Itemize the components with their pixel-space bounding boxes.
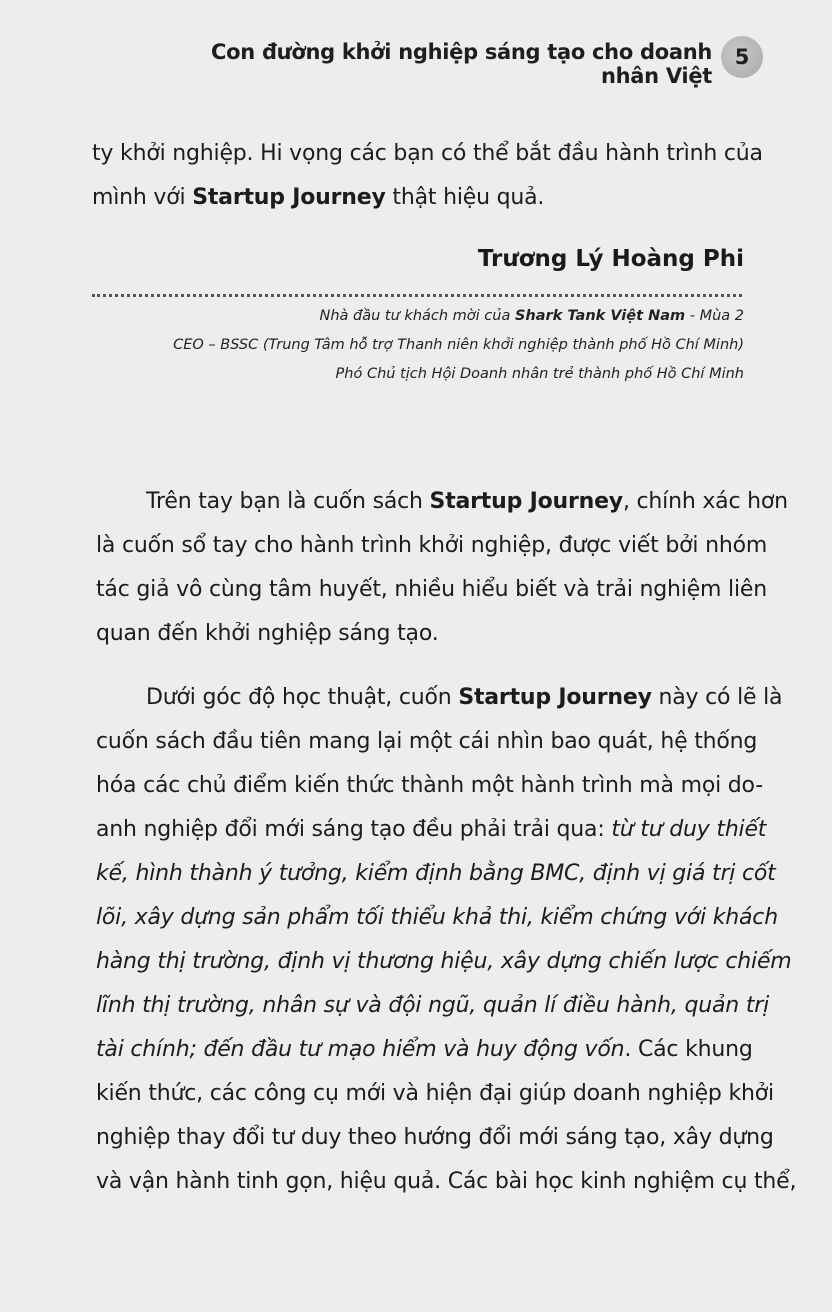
p2-line-12: và vận hành tinh gọn, hiệu quả. Các bài học kinh nghiệm cụ thể,: [96, 1169, 797, 1194]
p2-line-10: kiến thức, các công cụ mới và hiện đại giúp doanh nghiệp khởi: [96, 1081, 774, 1106]
p2-line-9: [96, 1028, 760, 1072]
signer-name: Trương Lý Hoàng Phi: [477, 246, 744, 272]
p2-line-7: [96, 940, 792, 984]
p2-line-11: nghiệp thay đổi tư duy theo hướng đổi mới sáng tạo, xây dựng: [96, 1125, 774, 1150]
p2-line-5: [96, 852, 776, 896]
p2-italic-text: kế, hình thành ý tưởng, kiểm định bằng BMC, định vị giá trị cốt: [96, 861, 776, 886]
book-title-bold: Startup Journey: [429, 489, 623, 514]
body-paragraph-2: [96, 676, 797, 1204]
p2-italic-text: lĩnh thị trường, nhân sự và đội ngũ, quản lí điều hành, quản trị: [96, 993, 770, 1018]
p2-italic-text: hàng thị trường, định vị thương hiệu, xây dựng chiến lược chiếm: [96, 949, 792, 974]
intro-text: thật hiệu quả.: [385, 185, 545, 210]
p1-line-3: tác giả vô cùng tâm huyết, nhiều hiểu biết và trải nghiệm liên: [96, 577, 767, 602]
p1-line-1: [96, 480, 788, 524]
p2-italic-text: tài chính; đến đầu tư mạo hiểm và huy động vốn: [96, 1037, 625, 1062]
p2-line-2: cuốn sách đầu tiên mang lại một cái nhìn bao quát, hệ thống: [96, 729, 758, 754]
dotted-divider: [92, 294, 742, 297]
p2-text: này có lẽ là: [651, 685, 783, 710]
credential-line-3: Phó Chủ tịch Hội Doanh nhân trẻ thành phố Hồ Chí Minh: [335, 366, 744, 382]
p1-text: , chính xác hơn: [622, 489, 788, 514]
intro-line-1: ty khởi nghiệp. Hi vọng các bạn có thể bắt đầu hành trình của: [92, 141, 763, 166]
body-paragraph-1: [96, 480, 788, 656]
p2-italic-text: từ tư duy thiết: [611, 817, 767, 842]
intro-paragraph: [92, 132, 763, 220]
intro-line-2: [92, 176, 752, 220]
p2-text: . Các khung: [624, 1037, 753, 1062]
credential-text: Nhà đầu tư khách mời của: [319, 308, 515, 324]
book-title-bold: Startup Journey: [192, 185, 386, 210]
running-header: Con đường khởi nghiệp sáng tạo cho doanh nhân Việt: [211, 40, 712, 88]
p2-line-6: [96, 896, 778, 940]
p2-line-8: [96, 984, 770, 1028]
p2-text: Dưới góc độ học thuật, cuốn: [146, 685, 459, 710]
p2-line-3: hóa các chủ điểm kiến thức thành một hành trình mà mọi do-: [96, 773, 763, 798]
p2-text: anh nghiệp đổi mới sáng tạo đều phải trải qua:: [96, 817, 612, 842]
p2-line-4: [96, 808, 767, 852]
p2-line-1: [96, 676, 783, 720]
p1-line-2: là cuốn sổ tay cho hành trình khởi nghiệp, được viết bởi nhóm: [96, 533, 768, 558]
page-number-badge: 5: [721, 36, 763, 78]
show-name-bold: Shark Tank Việt Nam: [514, 308, 686, 324]
book-title-bold: Startup Journey: [458, 685, 652, 710]
credential-text: - Mùa 2: [685, 308, 744, 324]
credential-line-2: CEO – BSSC (Trung Tâm hỗ trợ Thanh niên khởi nghiệp thành phố Hồ Chí Minh): [173, 337, 744, 353]
signer-credentials: [150, 302, 744, 389]
credential-line-1: [150, 302, 744, 331]
p1-text: Trên tay bạn là cuốn sách: [146, 489, 430, 514]
intro-text: mình với: [92, 185, 193, 210]
p1-line-4: quan đến khởi nghiệp sáng tạo.: [96, 621, 439, 646]
p2-italic-text: lõi, xây dựng sản phẩm tối thiểu khả thi, kiểm chứng với khách: [96, 905, 778, 930]
